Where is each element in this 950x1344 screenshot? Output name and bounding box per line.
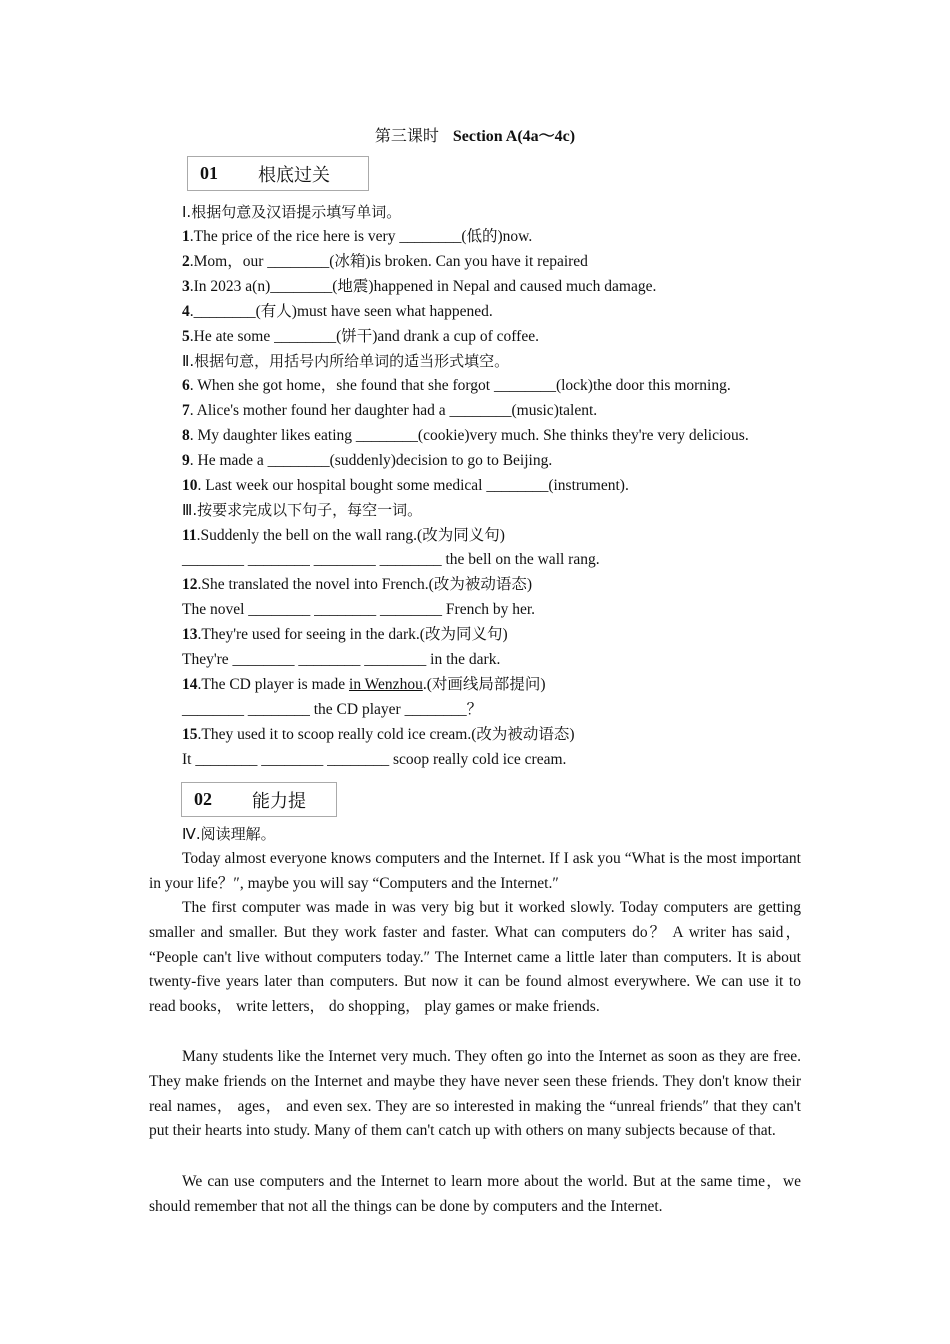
question-13: 13.They're used for seeing in the dark.(改为同义句) [182, 626, 508, 643]
section-2-number: 02 [194, 789, 212, 809]
question-10: 10. Last week our hospital bought some medical ________(instrument). [182, 477, 629, 494]
answer-15: It ________ ________ ________ scoop really cold ice cream. [182, 751, 567, 768]
reading-paragraph-2: The first computer was made in was very big but it worked slowly. Today computers are getting smaller and smaller. But they work faster and faster. What can computers do？ A writer has said， “People can't live without computers today.″ The Internet came a little later than computers. It is about twenty-five years later than computers. But now it can be found almost everywhere. We can use it to read books， write letters， do shopping， play games or make friends. [149, 899, 801, 1016]
section-box-1 [187, 156, 369, 191]
part-2-heading: Ⅱ.根据句意，用括号内所给单词的适当形式填空。 [182, 352, 510, 370]
reading-paragraph-1: Today almost everyone knows computers and the Internet. If I ask you “What is the most important in your life？″, maybe you will say “Computers and the Internet.″ [149, 850, 801, 892]
question-12: 12.She translated the novel into French.(改为被动语态) [182, 576, 532, 593]
section-1-label: 根底过关 [258, 164, 330, 185]
question-7: 7. Alice's mother found her daughter had a ________(music)talent. [182, 402, 598, 419]
question-6: 6. When she got home，she found that she forgot ________(lock)the door this morning. [182, 377, 731, 394]
answer-14: ________ ________ the CD player ________？ [182, 701, 483, 718]
part-1-heading: Ⅰ.根据句意及汉语提示填写单词。 [182, 203, 402, 221]
section-2-label: 能力提 [252, 790, 306, 811]
part-3-heading: Ⅲ.按要求完成以下句子，每空一词。 [182, 501, 423, 519]
underlined-phrase: in Wenzhou [349, 676, 423, 693]
question-3: 3.In 2023 a(n)________(地震)happened in Nepal and caused much damage. [182, 278, 657, 295]
title-en: Section A(4a～4c) [452, 128, 576, 145]
question-11: 11.Suddenly the bell on the wall rang.(改为同义句) [182, 527, 505, 544]
answer-13: They're ________ ________ ________ in the dark. [182, 651, 501, 668]
question-15: 15.They used it to scoop really cold ice cream.(改为被动语态) [182, 726, 575, 743]
title-cn: 第三课时 [374, 128, 439, 145]
section-box-2 [181, 782, 337, 817]
question-5: 5.He ate some ________(饼干)and drank a cup of coffee. [182, 328, 539, 345]
part-4-heading: Ⅳ.阅读理解。 [182, 825, 276, 843]
question-4: 4.________(有人)must have seen what happened. [182, 303, 493, 320]
answer-11: ________ ________ ________ ________ the bell on the wall rang. [182, 551, 600, 568]
reading-paragraph-4: We can use computers and the Internet to learn more about the world. But at the same time，we should remember that not all the things can be done by computers and the Internet. [149, 1173, 801, 1215]
question-2: 2.Mom，our ________(冰箱)is broken. Can you have it repaired [182, 253, 588, 270]
page-title [0, 126, 950, 148]
question-1: 1.The price of the rice here is very ________(低的)now. [182, 228, 533, 245]
reading-paragraph-3: Many students like the Internet very much. They often go into the Internet as soon as they are free. They make friends on the Internet and maybe they have never seen these friends. They don't know their real names， ages， and even sex. They are so interested in making the “unreal friends″ that they can't put their hearts into study. Many of them can't catch up with others on many subjects because of that. [149, 1048, 801, 1140]
question-9: 9. He made a ________(suddenly)decision to go to Beijing. [182, 452, 553, 469]
question-8: 8. My daughter likes eating ________(cookie)very much. She thinks they're very delicious. [182, 427, 749, 444]
question-14: 14.The CD player is made in Wenzhou.(对画线局部提问) [182, 676, 546, 693]
section-1-number: 01 [200, 163, 218, 183]
answer-12: The novel ________ ________ ________ French by her. [182, 601, 536, 618]
